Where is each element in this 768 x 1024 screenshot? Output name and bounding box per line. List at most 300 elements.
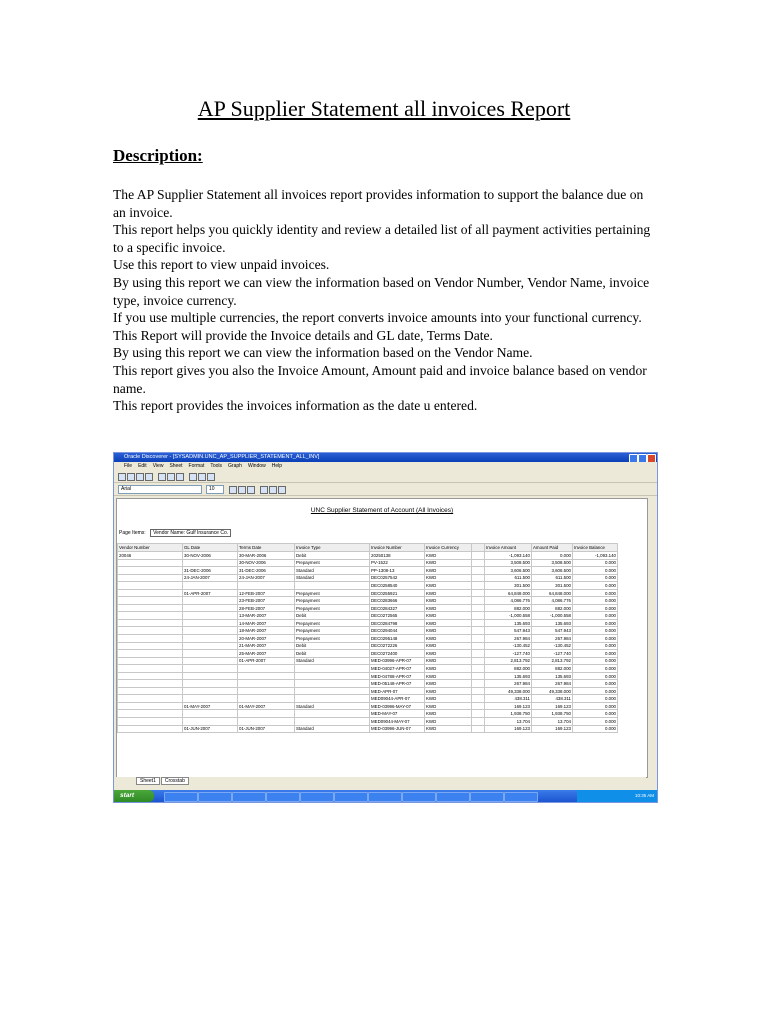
column-header[interactable] (472, 544, 485, 552)
table-cell: 24-JAN-2007 (183, 574, 238, 582)
table-cell: 01-JUN-2007 (183, 725, 238, 733)
table-cell: KWD (425, 635, 472, 643)
table-cell (183, 559, 238, 567)
table-cell (118, 635, 183, 643)
table-cell (472, 612, 485, 620)
table-cell (238, 718, 295, 726)
menu-item[interactable]: View (152, 463, 164, 469)
table-cell: KWD (425, 718, 472, 726)
new-icon[interactable] (118, 473, 126, 481)
table-cell: 13-MAR-2007 (238, 612, 295, 620)
toolbar-format (114, 483, 657, 496)
table-cell (472, 574, 485, 582)
column-header[interactable]: Invoice Balance (573, 544, 618, 552)
column-header[interactable]: Terms Date (238, 544, 295, 552)
table-cell (238, 582, 295, 590)
table-cell: MED-04788-APR-07 (370, 672, 425, 680)
table-row (118, 567, 618, 575)
table-cell: KWD (425, 597, 472, 605)
table-cell: KWD (425, 672, 472, 680)
table-cell: 135.693 (532, 619, 573, 627)
table-cell (238, 687, 295, 695)
paragraph: This report gives you also the Invoice Amount, Amount paid and invoice balance based on vendor name. (113, 362, 647, 396)
table-cell (183, 612, 238, 620)
table-cell (118, 597, 183, 605)
table-cell: 882.000 (485, 604, 532, 612)
start-button[interactable]: start (114, 790, 154, 802)
taskbar-item[interactable] (266, 792, 300, 802)
table-cell: 611.500 (485, 574, 532, 582)
table-cell: DEC0284327 (370, 604, 425, 612)
table-cell: Prepayment (295, 589, 370, 597)
table-cell (118, 665, 183, 673)
table-cell: DEC0295148 (370, 635, 425, 643)
report-title: UNC Supplier Statement of Account (All Invoices) (310, 507, 454, 514)
table-cell: 0.000 (573, 672, 618, 680)
table-cell: 01-MAY-2007 (238, 702, 295, 710)
table-cell (183, 650, 238, 658)
table-cell: Prepayment (295, 635, 370, 643)
windows-taskbar (114, 790, 657, 802)
table-cell: 547.943 (532, 627, 573, 635)
table-cell: 882.000 (532, 665, 573, 673)
table-cell: 0.000 (532, 552, 573, 560)
page-items-select[interactable]: Vendor Name: Gulf Insurance Co. (150, 529, 231, 537)
table-cell: KWD (425, 680, 472, 688)
table-cell: 0.000 (573, 597, 618, 605)
table-cell: -1,000.558 (485, 612, 532, 620)
table-cell: 169.123 (485, 725, 532, 733)
table-cell: 0.000 (573, 657, 618, 665)
print-icon[interactable] (145, 473, 153, 481)
taskbar-item[interactable] (300, 792, 334, 802)
open-icon[interactable] (127, 473, 135, 481)
table-cell: 0.000 (573, 680, 618, 688)
table-row (118, 665, 618, 673)
table-cell (472, 687, 485, 695)
table-cell: KWD (425, 619, 472, 627)
taskbar-item[interactable] (436, 792, 470, 802)
table-row (118, 702, 618, 710)
table-cell: Prepayment (295, 619, 370, 627)
align-right-icon[interactable] (278, 486, 286, 494)
chart-icon[interactable] (189, 473, 197, 481)
table-row (118, 559, 618, 567)
table-cell (295, 710, 370, 718)
table-cell: 30-MAR-2006 (238, 552, 295, 560)
table-cell (183, 627, 238, 635)
table-cell (472, 710, 485, 718)
table-cell: 267.984 (532, 680, 573, 688)
table-cell (295, 582, 370, 590)
table-row (118, 687, 618, 695)
taskbar-item[interactable] (470, 792, 504, 802)
table-cell: 01-MAY-2007 (183, 702, 238, 710)
table-row (118, 635, 618, 643)
table-cell (238, 680, 295, 688)
table-cell (295, 687, 370, 695)
table-cell: Prepayment (295, 604, 370, 612)
table-cell: 20046 (118, 552, 183, 560)
table-cell (472, 718, 485, 726)
table-cell: KWD (425, 627, 472, 635)
column-header[interactable]: Invoice Amount (485, 544, 532, 552)
table-cell: -1,093.140 (573, 552, 618, 560)
align-left-icon[interactable] (260, 486, 268, 494)
system-tray-clock: 10:35 AM (577, 790, 657, 802)
description-heading: Description: (113, 146, 203, 165)
column-header[interactable]: Invoice Currency (425, 544, 472, 552)
column-header[interactable]: GL Date (183, 544, 238, 552)
paragraph: This report provides the invoices information as the date u entered. (113, 398, 478, 414)
table-row (118, 672, 618, 680)
table-cell: PP-1308-13 (370, 567, 425, 575)
table-cell (118, 672, 183, 680)
table-cell (118, 695, 183, 703)
table-cell (118, 687, 183, 695)
save-icon[interactable] (136, 473, 144, 481)
table-row (118, 657, 618, 665)
table-cell: -127.740 (532, 650, 573, 658)
font-name-select[interactable]: Arial (118, 485, 202, 494)
toolbar-standard (114, 470, 657, 483)
table-cell: -127.740 (485, 650, 532, 658)
table-cell: 4,086.776 (485, 597, 532, 605)
table-cell: 0.000 (573, 642, 618, 650)
table-cell: 2,813.792 (532, 657, 573, 665)
table-cell (118, 604, 183, 612)
menu-item[interactable]: Edit (138, 463, 147, 469)
table-cell: 135.693 (485, 619, 532, 627)
table-cell (118, 589, 183, 597)
table-cell (472, 650, 485, 658)
table-cell: MED09044-MAY-07 (370, 718, 425, 726)
table-cell: 25-MAR-2007 (238, 650, 295, 658)
table-cell (118, 702, 183, 710)
table-cell: 14-MAR-2007 (238, 619, 295, 627)
table-cell: DEC0255921 (370, 589, 425, 597)
table-cell: 0.000 (573, 582, 618, 590)
table-cell: Prepayment (295, 597, 370, 605)
table-cell: KWD (425, 702, 472, 710)
table-cell: 23-FEB-2007 (238, 597, 295, 605)
table-cell: 20250138 (370, 552, 425, 560)
table-cell (183, 635, 238, 643)
table-row (118, 574, 618, 582)
table-cell: 0.000 (573, 589, 618, 597)
table-cell: MED-03996-JUN-07 (370, 725, 425, 733)
description-body (113, 186, 653, 415)
table-cell (183, 582, 238, 590)
table-cell (472, 702, 485, 710)
table-cell (183, 680, 238, 688)
table-cell: 3,508.500 (485, 559, 532, 567)
table-cell (472, 589, 485, 597)
table-cell: 0.000 (573, 635, 618, 643)
table-cell (472, 552, 485, 560)
table-cell: -1,093.140 (485, 552, 532, 560)
menu-item[interactable]: Format (188, 463, 205, 469)
table-cell: 64,848.000 (485, 589, 532, 597)
table-cell: KWD (425, 612, 472, 620)
table-cell: 135.693 (532, 672, 573, 680)
table-cell: 3,606.500 (485, 567, 532, 575)
column-header[interactable]: Invoice Number (370, 544, 425, 552)
menu-item[interactable]: Tools (210, 463, 223, 469)
table-cell: 169.123 (485, 702, 532, 710)
table-cell (472, 642, 485, 650)
table-cell: 0.000 (573, 718, 618, 726)
table-cell: KWD (425, 687, 472, 695)
paragraph: This Report will provide the Invoice details and GL date, Terms Date. (113, 327, 493, 343)
table-cell: DEC0272226 (370, 642, 425, 650)
crosstab-table (117, 543, 618, 733)
table-cell: KWD (425, 604, 472, 612)
menu-item[interactable]: Graph (228, 463, 242, 469)
table-cell: DEC0284798 (370, 619, 425, 627)
paragraph: Use this report to view unpaid invoices. (113, 257, 330, 273)
table-cell: 0.000 (573, 627, 618, 635)
table-cell (118, 582, 183, 590)
table-cell: -130.452 (485, 642, 532, 650)
table-cell: 01-APR-2007 (183, 589, 238, 597)
table-cell (295, 718, 370, 726)
table-row (118, 582, 618, 590)
table-cell (118, 725, 183, 733)
table-icon[interactable] (158, 473, 166, 481)
table-cell: 49,338.000 (532, 687, 573, 695)
table-header-row (118, 544, 618, 552)
table-cell: 882.000 (532, 604, 573, 612)
table-cell: 1,938.750 (532, 710, 573, 718)
taskbar-item[interactable] (164, 792, 198, 802)
menu-item[interactable]: Sheet (169, 463, 183, 469)
table-cell (183, 695, 238, 703)
table-cell: 0.000 (573, 612, 618, 620)
table-cell: 0.000 (573, 695, 618, 703)
table-cell: 4,086.776 (532, 597, 573, 605)
column-header[interactable]: Vendor Number (118, 544, 183, 552)
table-cell (472, 597, 485, 605)
table-cell: 882.000 (485, 665, 532, 673)
table-cell (118, 642, 183, 650)
table-cell: MED09044-APR-07 (370, 695, 425, 703)
table-cell: 30-NOV-2006 (238, 559, 295, 567)
table-cell: 267.984 (532, 635, 573, 643)
align-center-icon[interactable] (269, 486, 277, 494)
table-cell (118, 627, 183, 635)
table-cell: DEC0272565 (370, 612, 425, 620)
table-row (118, 642, 618, 650)
table-cell: Standard (295, 702, 370, 710)
italic-icon[interactable] (238, 486, 246, 494)
table-cell: Prepayment (295, 559, 370, 567)
table-cell: 547.943 (485, 627, 532, 635)
menu-item[interactable]: File (124, 463, 133, 469)
table-cell (183, 672, 238, 680)
table-cell: 0.000 (573, 619, 618, 627)
table-cell: -130.452 (532, 642, 573, 650)
crosstab-icon[interactable] (167, 473, 175, 481)
table-cell (472, 604, 485, 612)
table-cell: DEC0257542 (370, 574, 425, 582)
table-cell (238, 695, 295, 703)
table-cell: 0.000 (573, 710, 618, 718)
table-cell: 0.000 (573, 665, 618, 673)
table-cell: 0.000 (573, 559, 618, 567)
table-cell (118, 650, 183, 658)
filter-icon[interactable] (207, 473, 215, 481)
taskbar-item[interactable] (368, 792, 402, 802)
table-cell: KWD (425, 582, 472, 590)
table-cell: KWD (425, 725, 472, 733)
table-cell: Debit (295, 612, 370, 620)
table-cell: 01-JUN-2007 (238, 725, 295, 733)
table-cell (183, 710, 238, 718)
table-cell: KWD (425, 710, 472, 718)
table-cell (118, 657, 183, 665)
table-cell: KWD (425, 695, 472, 703)
table-cell: MED-MAY-07 (370, 710, 425, 718)
taskbar-item[interactable] (402, 792, 436, 802)
table-cell: MED-APR-07 (370, 687, 425, 695)
table-cell: 169.123 (532, 702, 573, 710)
table-cell (183, 687, 238, 695)
worksheet (116, 498, 648, 778)
table-cell: DEC0272400 (370, 650, 425, 658)
table-cell: MED-03996-MAY-07 (370, 702, 425, 710)
paragraph: By using this report we can view the information based on Vendor Number, Vendor Name, invoice type, invoice currency. (113, 274, 650, 308)
table-cell: DEC0294044 (370, 627, 425, 635)
table-cell: Standard (295, 574, 370, 582)
table-cell: 28-FEB-2007 (238, 604, 295, 612)
table-cell: 20-MAR-2007 (238, 635, 295, 643)
table-cell (118, 619, 183, 627)
table-cell (472, 680, 485, 688)
table-cell (183, 642, 238, 650)
table-cell (118, 710, 183, 718)
vertical-scrollbar[interactable] (647, 498, 657, 776)
table-cell (472, 695, 485, 703)
table-cell: Standard (295, 725, 370, 733)
table-cell: KWD (425, 665, 472, 673)
table-row (118, 710, 618, 718)
table-cell (472, 567, 485, 575)
table-cell (472, 665, 485, 673)
page-items-label: Page Items: (119, 530, 146, 536)
column-header[interactable]: Amount Paid (532, 544, 573, 552)
table-cell: PV-1522 (370, 559, 425, 567)
table-cell: Prepayment (295, 627, 370, 635)
taskbar-item[interactable] (198, 792, 232, 802)
table-cell (472, 672, 485, 680)
page-items (119, 529, 231, 537)
table-cell: KWD (425, 552, 472, 560)
table-cell: 24-JAN-2007 (238, 574, 295, 582)
table-row (118, 650, 618, 658)
table-cell (472, 657, 485, 665)
table-cell (238, 710, 295, 718)
column-header[interactable]: Invoice Type (295, 544, 370, 552)
table-cell: 267.984 (485, 680, 532, 688)
table-cell: MED-04027-APR-07 (370, 665, 425, 673)
table-cell: 0.000 (573, 725, 618, 733)
table-cell (183, 657, 238, 665)
table-cell: Standard (295, 657, 370, 665)
table-cell: 3,606.500 (532, 567, 573, 575)
table-cell: KWD (425, 559, 472, 567)
table-cell: 0.000 (573, 567, 618, 575)
pivot-icon[interactable] (176, 473, 184, 481)
table-cell: 18-MAR-2007 (238, 627, 295, 635)
table-cell: 0.000 (573, 687, 618, 695)
table-cell: 01-APR-2007 (238, 657, 295, 665)
table-cell: 0.000 (573, 702, 618, 710)
table-cell: KWD (425, 574, 472, 582)
table-cell: 1,938.750 (485, 710, 532, 718)
table-cell: 0.000 (573, 604, 618, 612)
table-cell (183, 718, 238, 726)
sheet-tabs (116, 777, 646, 785)
sheet-tab[interactable]: Sheet1 (136, 777, 160, 785)
table-cell (472, 619, 485, 627)
menu-item[interactable]: Window (247, 463, 266, 469)
table-cell (118, 559, 183, 567)
table-cell (118, 718, 183, 726)
paragraph: By using this report we can view the information based on the Vendor Name. (113, 345, 533, 361)
taskbar-item[interactable] (334, 792, 368, 802)
table-cell: 21-MAR-2007 (238, 642, 295, 650)
table-row (118, 612, 618, 620)
font-size-select[interactable]: 10 (206, 485, 224, 494)
table-cell: KWD (425, 657, 472, 665)
table-cell: 13.704 (485, 718, 532, 726)
paragraph: The AP Supplier Statement all invoices report provides information to support the balance due on an invoice. (113, 187, 644, 220)
underline-icon[interactable] (247, 486, 255, 494)
document-title: AP Supplier Statement all invoices Report (197, 96, 571, 121)
sort-icon[interactable] (198, 473, 206, 481)
table-cell: Standard (295, 567, 370, 575)
taskbar-item[interactable] (504, 792, 538, 802)
paragraph: If you use multiple currencies, the report converts invoice amounts into your functional currency. (113, 310, 642, 326)
table-row (118, 695, 618, 703)
table-cell (118, 574, 183, 582)
table-cell (472, 627, 485, 635)
table-cell: KWD (425, 650, 472, 658)
table-cell: Debit (295, 650, 370, 658)
table-cell: 13.704 (532, 718, 573, 726)
table-cell: 301.500 (532, 582, 573, 590)
table-row (118, 680, 618, 688)
window-title: Oracle Discoverer - [SYSADMIN.UNC_AP_SUPPLIER_STATEMENT_ALL_INV] (124, 454, 320, 460)
table-row (118, 597, 618, 605)
table-cell: DEC0283666 (370, 597, 425, 605)
table-cell: 0.000 (573, 574, 618, 582)
table-cell (472, 635, 485, 643)
table-row (118, 604, 618, 612)
table-cell (295, 680, 370, 688)
sheet-tab[interactable]: Crosstab (161, 777, 189, 785)
taskbar-item[interactable] (232, 792, 266, 802)
table-row (118, 589, 618, 597)
menu-item[interactable]: Help (271, 463, 283, 469)
table-cell (295, 695, 370, 703)
bold-icon[interactable] (229, 486, 237, 494)
table-cell: 2,813.792 (485, 657, 532, 665)
table-cell: KWD (425, 567, 472, 575)
table-row (118, 718, 618, 726)
embedded-screenshot (113, 452, 658, 803)
